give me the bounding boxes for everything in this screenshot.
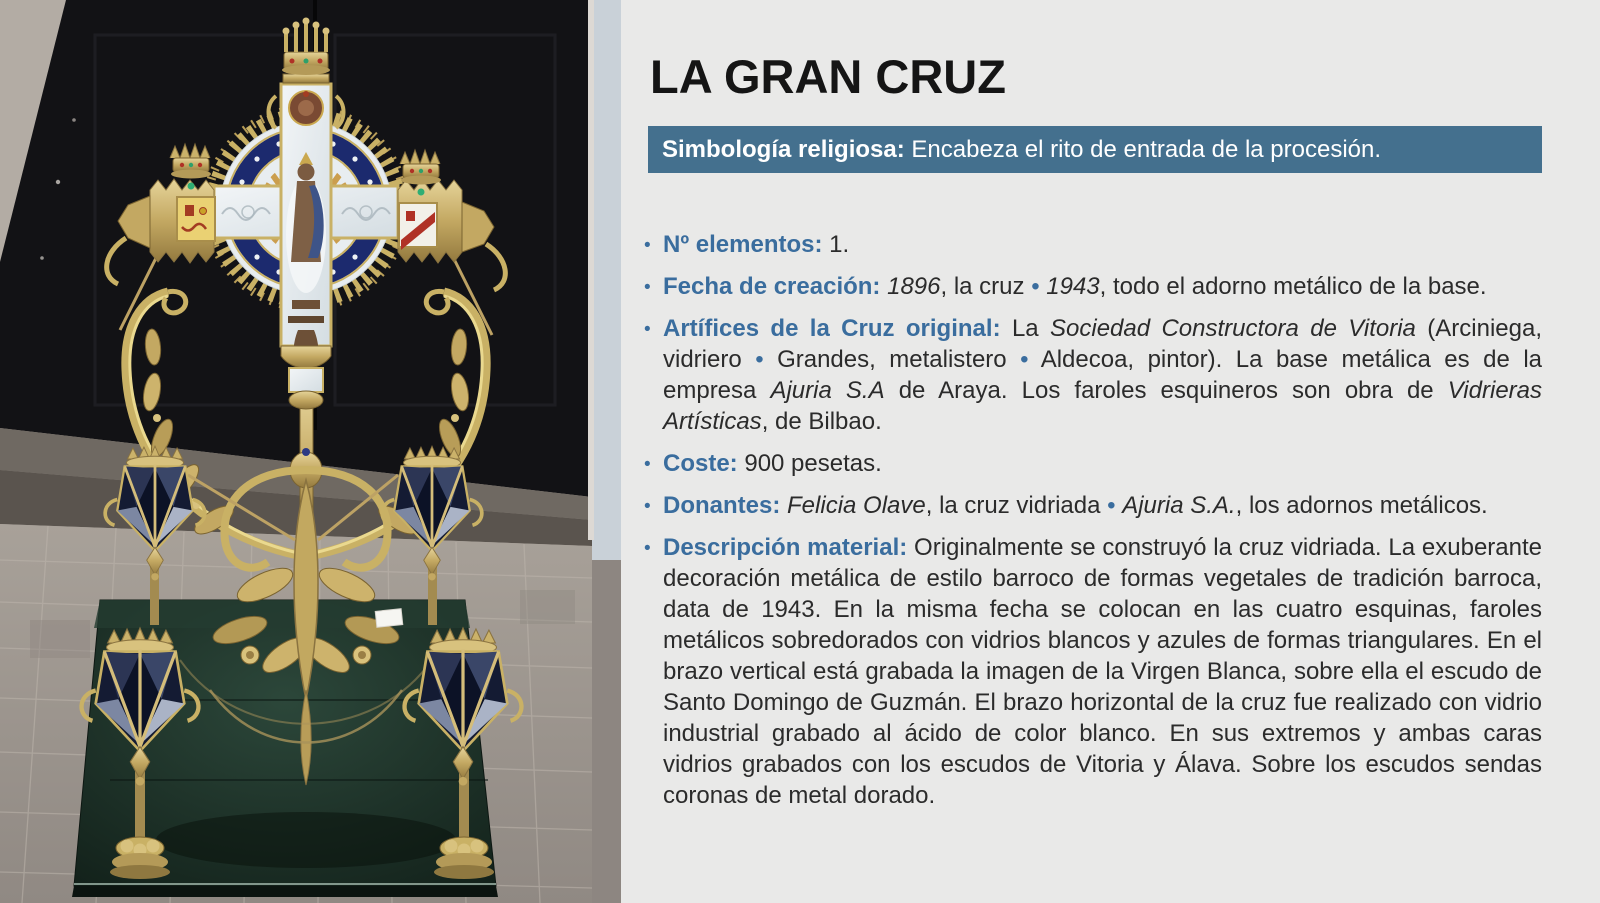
fact-label: Fecha de creación:	[663, 273, 881, 300]
inventory-tag	[375, 609, 403, 628]
symbolism-banner	[648, 126, 1542, 173]
fact-text: Felicia Olave, la cruz vidriada • Ajuria S.A., los adornos metálicos.	[787, 492, 1488, 519]
banner-label: Simbología religiosa:	[662, 136, 905, 163]
lantern-base	[110, 837, 170, 879]
fact-text: 1.	[822, 231, 850, 258]
bullet-icon: •	[644, 235, 651, 256]
facts-list	[644, 229, 1542, 811]
fact-item-donantes	[644, 490, 1542, 521]
fact-text: 900 pesetas.	[737, 450, 882, 477]
fact-text: Originalmente se construyó la cruz vidriada. La exuberante decoración metálica de estilo barroco de formas vegetales de tradición barroca, data de 1943. En la misma fecha se colocan en las cuatro esquinas, faroles metálicos sobredorados con vidrios blancos y azules de formas triangulares. En el brazo vertical está grabada la imagen de la Virgen Blanca, sobre ella el escudo de Santo Domingo de Guzmán. El brazo horizontal de la cruz fue realizado con vidrio industrial grabado al ácido de color blanco. En sus extremos y ambas caras vidrios grabados con los escudos de Vitoria y Álava. Sobre los escudos sendas coronas de metal dorado.	[663, 534, 1542, 809]
fact-label: Coste:	[663, 450, 738, 477]
fact-label: Artífices de la Cruz original:	[663, 315, 1001, 342]
bullet-icon: •	[644, 538, 651, 559]
bullet-icon: •	[644, 454, 651, 475]
fact-item-elementos	[644, 229, 1542, 260]
fact-label: Donantes:	[663, 492, 781, 519]
fact-item-coste	[644, 448, 1542, 479]
fact-item-artifices	[644, 313, 1542, 437]
fact-text: 1896, la cruz • 1943, todo el adorno metálico de la base.	[887, 273, 1487, 300]
content-panel	[621, 0, 1600, 903]
photo-gran-cruz	[0, 0, 621, 903]
page-title: LA GRAN CRUZ	[650, 50, 1006, 103]
cross-photo-illustration	[0, 0, 621, 903]
banner-text: Encabeza el rito de entrada de la procesión.	[911, 136, 1382, 163]
fact-text: La Sociedad Constructora de Vitoria (Arciniega, vidriero • Grandes, metalistero • Aldecoa, pintor). La base metálica es de la empresa Ajuria S.A de Araya. Los faroles esquineros son obra de Vidrieras Artísticas, de Bilbao.	[663, 315, 1542, 435]
lantern-base	[434, 837, 494, 879]
bullet-icon: •	[644, 277, 651, 298]
fact-item-descripcion	[644, 532, 1542, 811]
fact-item-fecha	[644, 271, 1542, 302]
fact-label: Nº elementos:	[663, 231, 823, 258]
bullet-icon: •	[644, 496, 651, 517]
wall-strip	[588, 0, 621, 903]
fact-label: Descripción material:	[663, 534, 908, 561]
bullet-icon: •	[644, 319, 651, 340]
